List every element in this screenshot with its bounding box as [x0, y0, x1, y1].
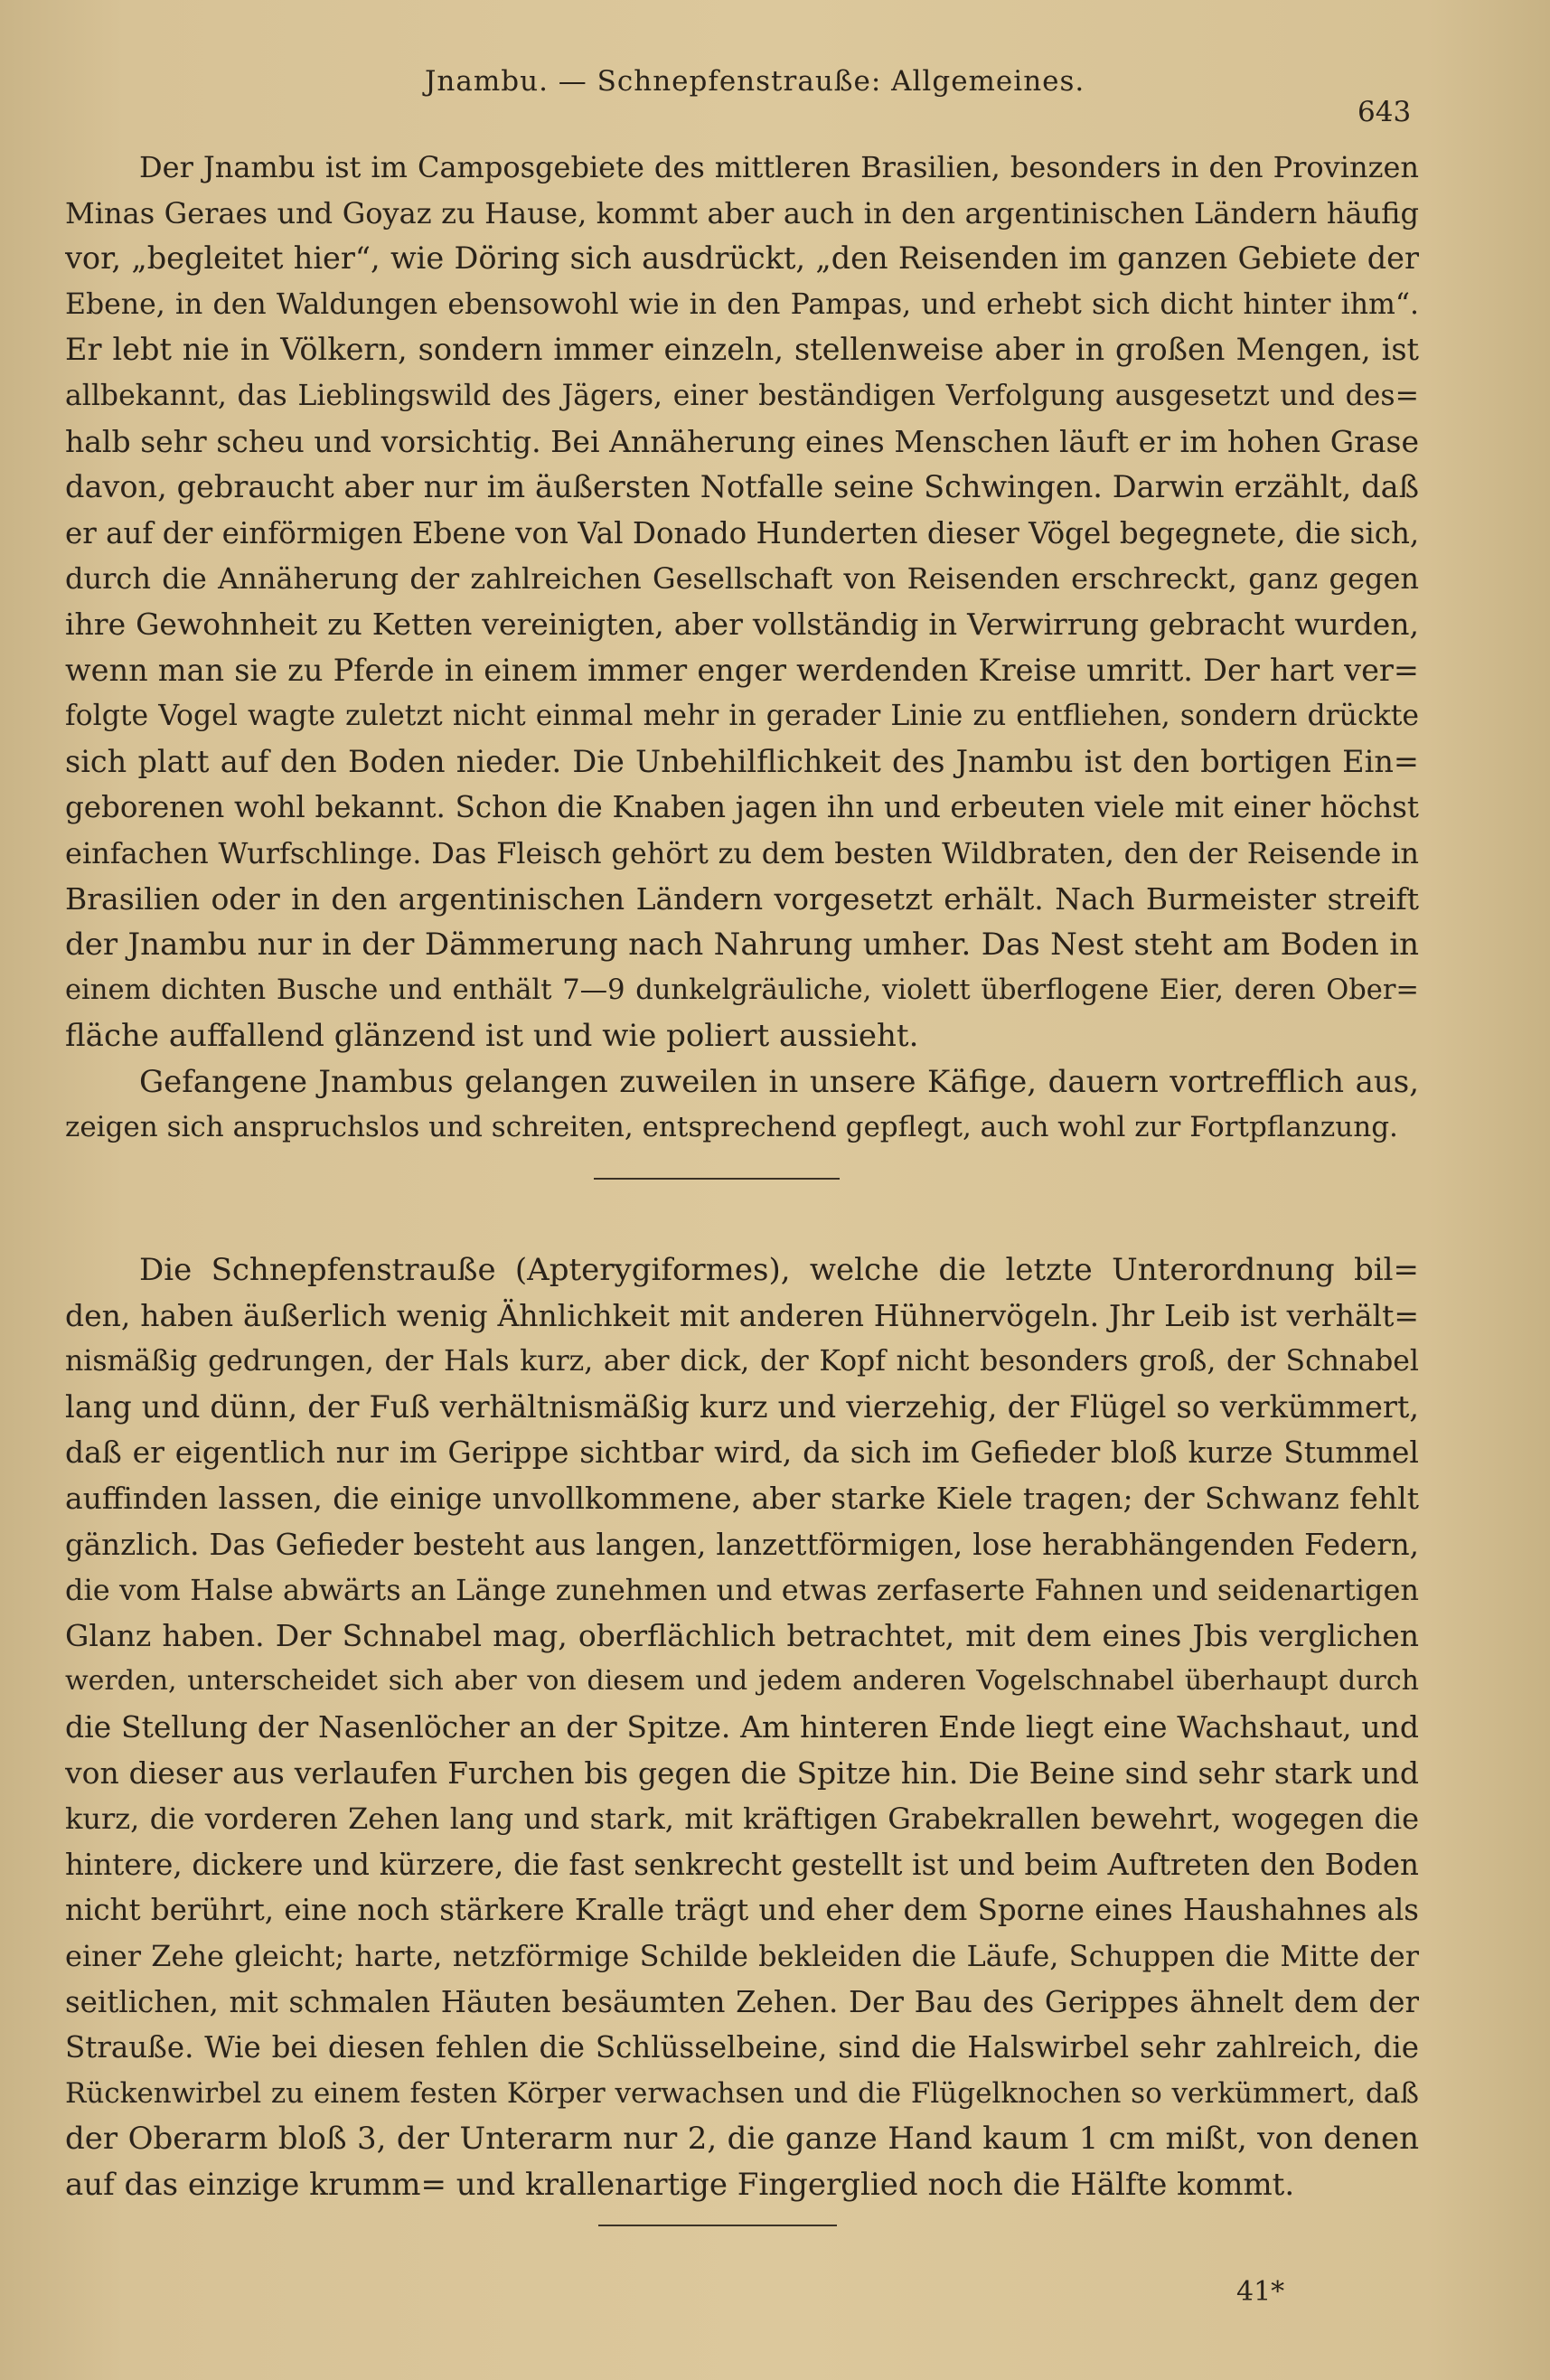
text-line: einer Zehe gleicht; harte, netzförmige Schilde bekleiden die Läufe, Schuppen die Mitte der [65, 1938, 1419, 1973]
text-line: folgte Vogel wagte zuletzt nicht einmal mehr in gerader Linie zu entfliehen, sondern drückte [65, 700, 1419, 733]
signature-mark: 41* [1236, 2276, 1285, 2308]
page-number: 643 [1357, 96, 1412, 128]
text-line: auffinden lassen, die einige unvollkommene, aber starke Kiele tragen; der Schwanz fehlt [65, 1480, 1419, 1516]
running-title: Jnambu. — Schnepfenstrauße: Allgemeines. [425, 65, 1085, 98]
text-line: halb sehr scheu und vorsichtig. Bei Annäherung eines Menschen läuft er im hohen Grase [65, 423, 1419, 459]
text-block-jnambu [65, 145, 1419, 1151]
text-line: Strauße. Wie bei diesen fehlen die Schlüsselbeine, sind die Halswirbel sehr zahlreich, die [65, 2030, 1419, 2065]
text-line: geborenen wohl bekannt. Schon die Knaben jagen ihn und erbeuten viele mit einer höchst [65, 790, 1419, 825]
text-line: Rückenwirbel zu einem festen Körper verwachsen und die Flügelknochen so verkümmert, daß [65, 2076, 1419, 2110]
text-line: Brasilien oder in den argentinischen Ländern vorgesetzt erhält. Nach Burmeister streift [65, 880, 1419, 917]
text-line: daß er eigentlich nur im Gerippe sichtbar wird, da sich im Gefieder bloß kurze Stummel [65, 1435, 1419, 1471]
text-line: Der Jnambu ist im Camposgebiete des mittleren Brasilien, besonders in den Provinzen [139, 150, 1419, 184]
text-line: den, haben äußerlich wenig Ähnlichkeit mit anderen Hühnervögeln. Jhr Leib ist verhält= [65, 1297, 1419, 1333]
paragraph-jnambu-habitat [65, 145, 1419, 1059]
text-line: der Oberarm bloß 3, der Unterarm nur 2, die ganze Hand kaum 1 cm mißt, von denen [65, 2121, 1419, 2158]
text-line: auf das einzige krumm= und krallenartige Fingerglied noch die Hälfte kommt. [65, 2166, 1295, 2203]
text-line: der Jnambu nur in der Dämmerung nach Nahrung umher. Das Nest steht am Boden in [65, 927, 1419, 964]
paragraph-schnepfenstrausse-overview [65, 1247, 1419, 2207]
text-line: hintere, dickere und kürzere, die fast senkrecht gestellt ist und beim Auftreten den Boden [65, 1847, 1419, 1882]
text-line: Er lebt nie in Völkern, sondern immer einzeln, stellenweise aber in großen Mengen, ist [65, 332, 1419, 368]
text-line: Minas Geraes und Goyaz zu Hause, kommt aber auch in den argentinischen Ländern häufig [65, 195, 1419, 230]
text-line: ihre Gewohnheit zu Ketten vereinigten, aber vollständig in Verwirrung gebracht wurden, [65, 606, 1419, 642]
text-line: davon, gebraucht aber nur im äußersten Notfalle seine Schwingen. Darwin erzählt, daß [65, 469, 1419, 505]
text-line: wenn man sie zu Pferde in einem immer enger werdenden Kreise umritt. Der hart ver= [65, 652, 1419, 688]
text-line: Die Schnepfenstrauße (Apterygiformes), welche die letzte Unterordnung bil= [139, 1252, 1419, 1288]
text-line: einem dichten Busche und enthält 7—9 dunkelgräuliche, violett überflogene Eier, deren Ober= [65, 974, 1419, 1006]
text-line: fläche auffallend glänzend ist und wie poliert aussieht. [65, 1018, 919, 1055]
footer-divider [598, 2225, 837, 2226]
text-line: die Stellung der Nasenlöcher an der Spitze. Am hinteren Ende liegt eine Wachshaut, und [65, 1708, 1419, 1745]
text-block-schnepfenstrausse [65, 1247, 1419, 2207]
text-line: er auf der einförmigen Ebene von Val Donado Hunderten dieser Vögel begegnete, die sich, [65, 515, 1419, 550]
text-line: lang und dünn, der Fuß verhältnismäßig kurz und vierzehig, der Flügel so verkümmert, [65, 1388, 1419, 1425]
text-line: allbekannt, das Lieblingswild des Jägers, einer beständigen Verfolgung ausgesetzt und des= [65, 379, 1419, 412]
text-line: Ebene, in den Waldungen ebensowohl wie in den Pampas, und erhebt sich dicht hinter ihm“. [65, 287, 1419, 321]
text-line: werden, unterscheidet sich aber von diesem und jedem anderen Vogelschnabel überhaupt durch [65, 1665, 1419, 1698]
text-line: einfachen Wurfschlinge. Das Fleisch gehört zu dem besten Wildbraten, den der Reisende in [65, 835, 1419, 870]
text-line: sich platt auf den Boden nieder. Die Unbehilflichkeit des Jnambu ist den bortigen Ein= [65, 743, 1419, 779]
paragraph-jnambu-captivity [65, 1059, 1419, 1151]
text-line: kurz, die vorderen Zehen lang und stark, mit kräftigen Grabekrallen bewehrt, wogegen die [65, 1801, 1419, 1837]
text-line: durch die Annäherung der zahlreichen Gesellschaft von Reisenden erschreckt, ganz gegen [65, 561, 1419, 597]
text-line: nicht berührt, eine noch stärkere Kralle trägt und eher dem Sporne eines Haushahnes als [65, 1893, 1419, 1928]
text-line: nismäßig gedrungen, der Hals kurz, aber dick, der Kopf nicht besonders groß, der Schnabel [65, 1345, 1419, 1378]
text-line: Gefangene Jnambus gelangen zuweilen in unsere Käfige, dauern vortrefflich aus, [139, 1063, 1419, 1100]
text-line: die vom Halse abwärts an Länge zunehmen und etwas zerfaserte Fahnen und seidenartigen [65, 1573, 1419, 1608]
section-divider [594, 1178, 840, 1180]
text-line: seitlichen, mit schmalen Häuten besäumten Zehen. Der Bau des Gerippes ähnelt dem der [65, 1984, 1419, 2019]
text-line: vor, „begleitet hier“, wie Döring sich ausdrückt, „den Reisenden im ganzen Gebiete der [65, 240, 1419, 277]
text-line: zeigen sich anspruchslos und schreiten, entsprechend gepflegt, auch wohl zur Fortpflanzung. [65, 1111, 1398, 1144]
text-line: Glanz haben. Der Schnabel mag, oberflächlich betrachtet, mit dem eines Jbis verglichen [65, 1617, 1419, 1653]
text-line: von dieser aus verlaufen Furchen bis gegen die Spitze hin. Die Beine sind sehr stark und [65, 1754, 1419, 1791]
text-line: gänzlich. Das Gefieder besteht aus langen, lanzettförmigen, lose herabhängenden Federn, [65, 1527, 1419, 1562]
